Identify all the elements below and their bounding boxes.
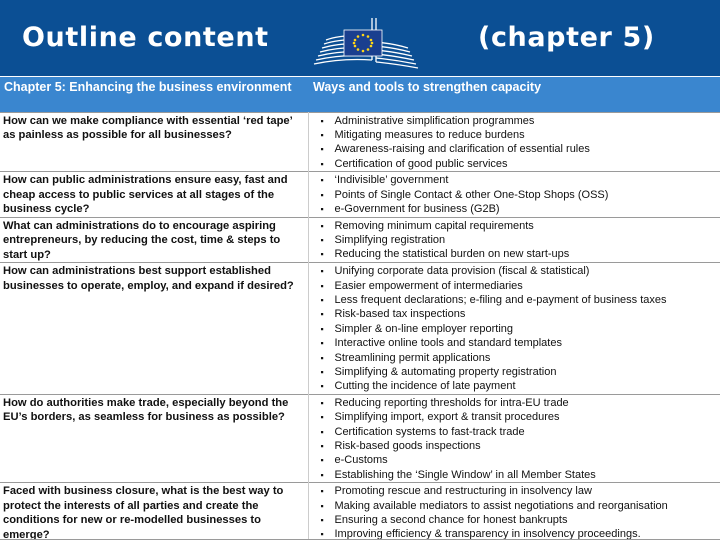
- column-header-chapter: Chapter 5: Enhancing the business environment: [0, 77, 308, 112]
- list-item: ▪ Simplifying import, export & transit procedures: [321, 410, 718, 424]
- list-item: ▪ Establishing the ‘Single Window’ in all Member States: [321, 468, 718, 482]
- tools-list: [321, 264, 718, 394]
- tools-cell: [308, 112, 720, 172]
- slide-title: Outline content: [22, 22, 269, 53]
- tools-cell: [308, 483, 720, 540]
- list-item: ▪ Improving efficiency & transparency in insolvency proceedings.: [321, 527, 718, 540]
- list-item: ▪ Simplifying registration: [321, 233, 718, 247]
- list-item: ▪ Reducing reporting thresholds for intra-EU trade: [321, 396, 718, 410]
- table-row: [0, 263, 720, 395]
- table-row: [0, 112, 720, 172]
- list-item: ▪ Removing minimum capital requirements: [321, 219, 718, 233]
- table-row: [0, 172, 720, 218]
- list-item: ▪ Streamlining permit applications: [321, 351, 718, 365]
- tools-list: [321, 396, 718, 482]
- tools-list: [321, 484, 718, 540]
- list-item: ▪ e-Government for business (G2B): [321, 202, 718, 216]
- question-cell: How do authorities make trade, especially beyond the EU’s borders, as seamless for business as possible?: [0, 394, 308, 482]
- table-body: [0, 112, 720, 540]
- list-item: ▪ Awareness-raising and clarification of essential rules: [321, 142, 718, 156]
- slide-header: [0, 0, 720, 76]
- list-item: ▪ Risk-based tax inspections: [321, 307, 718, 321]
- list-item: ▪ Ensuring a second chance for honest bankrupts: [321, 513, 718, 527]
- content-table: [0, 77, 720, 540]
- question-cell: How can administrations best support established businesses to operate, employ, and expand if desired?: [0, 263, 308, 395]
- list-item: ▪ Simplifying & automating property registration: [321, 365, 718, 379]
- tools-list: [321, 173, 718, 216]
- list-item: ▪ Mitigating measures to reduce burdens: [321, 128, 718, 142]
- table-row: [0, 483, 720, 540]
- question-cell: What can administrations do to encourage aspiring entrepreneurs, by reducing the cost, time & steps to start up?: [0, 217, 308, 263]
- tools-list: [321, 114, 718, 172]
- list-item: ▪ Less frequent declarations; e-filing and e-payment of business taxes: [321, 293, 718, 307]
- list-item: ▪ ‘Indivisible’ government: [321, 173, 718, 187]
- tools-list: [321, 219, 718, 262]
- tools-cell: [308, 263, 720, 395]
- list-item: ▪ e-Customs: [321, 453, 718, 467]
- table-header-row: [0, 77, 720, 112]
- slide-subtitle: (chapter 5): [478, 22, 655, 53]
- list-item: ▪ Unifying corporate data provision (fiscal & statistical): [321, 264, 718, 278]
- list-item: ▪ Points of Single Contact & other One-Stop Shops (OSS): [321, 188, 718, 202]
- tools-cell: [308, 394, 720, 482]
- list-item: ▪ Risk-based goods inspections: [321, 439, 718, 453]
- list-item: ▪ Reducing the statistical burden on new start-ups: [321, 247, 718, 261]
- list-item: ▪ Certification systems to fast-track trade: [321, 425, 718, 439]
- table-row: [0, 217, 720, 263]
- list-item: ▪ Administrative simplification programmes: [321, 114, 718, 128]
- european-commission-logo-icon: [312, 14, 422, 72]
- tools-cell: [308, 217, 720, 263]
- list-item: ▪ Simpler & on-line employer reporting: [321, 322, 718, 336]
- tools-cell: [308, 172, 720, 218]
- list-item: ▪ Cutting the incidence of late payment: [321, 379, 718, 393]
- table-row: [0, 394, 720, 482]
- question-cell: Faced with business closure, what is the best way to protect the interests of all parties and create the conditions for new or re-modelled businesses to emerge?: [0, 483, 308, 540]
- list-item: ▪ Interactive online tools and standard templates: [321, 336, 718, 350]
- list-item: ▪ Making available mediators to assist negotiations and reorganisation: [321, 499, 718, 513]
- list-item: ▪ Easier empowerment of intermediaries: [321, 279, 718, 293]
- question-cell: How can we make compliance with essential ‘red tape’ as painless as possible for all businesses?: [0, 112, 308, 172]
- list-item: ▪ Certification of good public services: [321, 157, 718, 171]
- list-item: ▪ Promoting rescue and restructuring in insolvency law: [321, 484, 718, 498]
- question-cell: How can public administrations ensure easy, fast and cheap access to public services at all stages of the business cycle?: [0, 172, 308, 218]
- column-header-ways: Ways and tools to strengthen capacity: [308, 77, 720, 112]
